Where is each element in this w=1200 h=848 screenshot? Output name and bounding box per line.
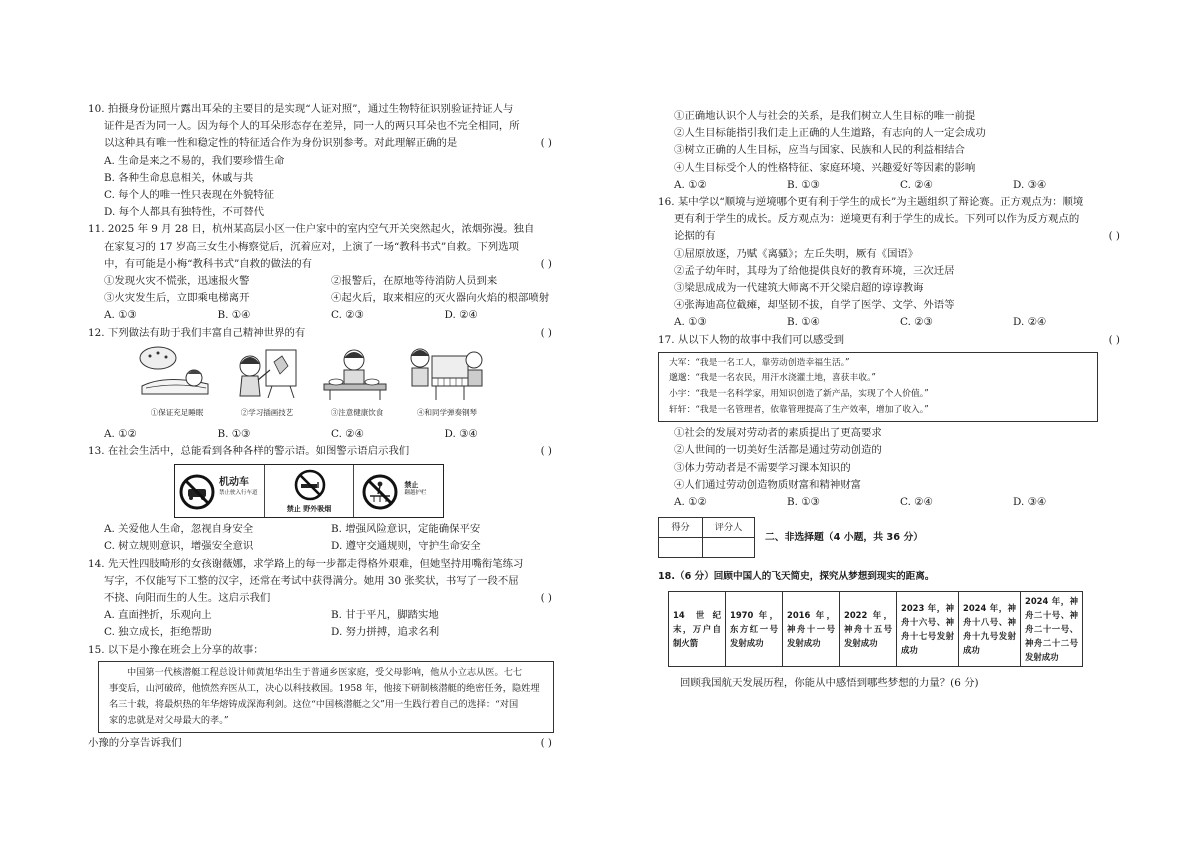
q13-sign-no-vehicles	[175, 465, 265, 517]
question-16	[658, 194, 1126, 332]
q16-option-b: B. ①④	[787, 316, 820, 329]
q10-option-c: C. 每个人的唯一性只表现在外貌特征	[104, 189, 275, 202]
q17-quote-1: 大军：“我是一名工人，靠劳动创造幸福生活。”	[669, 357, 850, 368]
q13-sign-1-title: 机动车	[219, 477, 249, 489]
question-12	[88, 325, 558, 443]
q15-option-d: D. ③④	[1013, 178, 1047, 191]
q13-option-c: C. 树立规则意识，增强安全意识	[104, 540, 254, 553]
no-climbing-icon	[362, 474, 398, 510]
q14-line-1: 14. 先天性四肢畸形的女孩谢薇娜，求学路上的每一步都走得格外艰难，但她坚持用嘴衔笔练习	[88, 557, 524, 570]
q12-caption-3: ③注意健康饮食	[330, 408, 384, 418]
q16-item-1: ①屈原放逐，乃赋《离骚》；左丘失明，厥有《国语》	[674, 247, 919, 260]
q15-option-a: A. ①②	[674, 178, 707, 191]
q10-line-2: 证件是否为同一人。因为每个人的耳朵形态存在差异，同一人的两只耳朵也不完全相同，所	[104, 120, 520, 133]
q12-illustration-sleep	[136, 344, 218, 424]
right-page	[600, 0, 1200, 848]
q12-illustrations	[136, 344, 558, 424]
q17-quote-3: 小宇：“我是一名科学家，用知识创造了新产品，实现了个人价值。”	[669, 389, 929, 400]
q12-answer-bracket[interactable]: ( )	[540, 326, 552, 339]
question-10	[88, 101, 558, 221]
q13-line: 13. 在社会生活中，总能看到各种各样的警示语。如图警示语启示我们	[88, 445, 410, 458]
q16-option-d: D. ②④	[1013, 316, 1047, 329]
q17-item-1: ①社会的发展对劳动者的素质提出了更高要求	[674, 427, 882, 440]
q16-item-3: ③梁思成成为一代建筑大师离不开父梁启超的谆谆教诲	[674, 282, 924, 295]
q15-box-line-2: 事变后，山河破碎，他愤然弃医从工，决心以科技救国。1958 年，他接下研制核潜艇的绝密任务，隐姓埋	[109, 682, 540, 694]
timeline-cell-4: 2022 年，神舟十五号发射成功	[840, 592, 897, 667]
timeline-cell-5: 2023 年，神舟十六号、神舟十七号发射成功	[897, 592, 959, 667]
q15-box-line-1: 中国第一代核潜艇工程总设计师黄旭华出生于普通乡医家庭，受父母影响，他从小立志从医。七七	[127, 666, 523, 678]
q10-line-3: 以这种具有唯一性和稳定性的特征适合作为身份识别参考。对此理解正确的是	[104, 137, 458, 150]
question-15	[88, 642, 558, 752]
child-eating-icon	[316, 344, 394, 402]
q15-box-line-4: 家的忠就是对父母最大的孝。”	[109, 714, 229, 726]
q13-sign-3-sub: 翻越护栏	[404, 490, 427, 497]
no-car-icon	[179, 474, 215, 510]
q15-box-line-3: 名三十载，将最炽热的年华熔铸成深海利剑。这位“中国核潜艇之父”用一生践行着自己的选择：“对国	[109, 698, 519, 710]
timeline-cell-2: 1970 年，东方红一号发射成功	[726, 592, 783, 667]
right-column	[658, 108, 1126, 693]
q14-answer-bracket[interactable]: ( )	[540, 592, 552, 605]
q16-answer-bracket[interactable]: ( )	[1108, 230, 1120, 243]
q15-tail: 小豫的分享告诉我们	[88, 736, 182, 749]
grader-label: 评分人	[703, 518, 755, 538]
q12-caption-4: ④和同学弹奏钢琴	[417, 408, 477, 418]
q16-line-3: 论据的有	[674, 230, 716, 243]
left-column	[88, 101, 558, 752]
q13-option-b: B. 增强风险意识，定能确保平安	[331, 523, 481, 536]
question-11	[88, 221, 558, 324]
section-two-header	[658, 517, 1126, 558]
q14-line-3: 不挠、向阳而生的人生。这启示我们	[104, 592, 271, 605]
q16-line-1: 16. 某中学以“顺境与逆境哪个更有利于学生的成长”为主题组织了辩论赛。正方观点为：顺境	[658, 196, 1084, 209]
q15-item-2: ②人生目标能指引我们走上正确的人生道路，有志向的人一定会成功	[674, 127, 986, 140]
question-17	[658, 332, 1126, 512]
q13-answer-bracket[interactable]: ( )	[540, 445, 552, 458]
q13-sign-1-sub: 禁止驶入行车道	[219, 490, 258, 497]
q16-item-4: ④张海迪高位截瘫，却坚韧不拔，自学了医学、文学、外语等	[674, 299, 955, 312]
q17-line: 17. 从以下人物的故事中我们可以感受到	[658, 333, 845, 346]
q11-item-4: ④起火后，取来相应的灭火器向火焰的根部喷射	[331, 292, 550, 305]
timeline-cell-6: 2024 年，神舟十八号、神舟十九号发射成功	[959, 592, 1021, 667]
timeline-cell-3: 2016 年，神舟十一号发射成功	[783, 592, 840, 667]
score-label: 得分	[659, 518, 703, 538]
q14-option-d: D. 努力拼搏，追求名利	[331, 626, 440, 639]
q11-answer-bracket[interactable]: ( )	[540, 257, 552, 270]
score-table	[658, 517, 755, 558]
q17-option-a: A. ①②	[674, 496, 707, 509]
q12-caption-2: ②学习插画技艺	[240, 408, 294, 418]
q14-line-2: 写字，不仅能写下工整的汉字，还常在考试中获得满分。她用 30 张奖状，书写了一段不屈	[104, 574, 519, 587]
q16-option-a: A. ①③	[674, 316, 707, 329]
question-18	[658, 568, 1126, 692]
q12-caption-1: ①保证充足睡眠	[150, 408, 204, 418]
question-13	[88, 443, 558, 556]
q11-line-1: 11. 2025 年 9 月 28 日，杭州某高层小区一住户家中的室内空气开关突然起火，浓烟弥漫。独自	[88, 223, 535, 236]
q15-option-c: C. ②④	[900, 178, 933, 191]
q17-quote-box	[658, 352, 1098, 422]
q17-quote-2: 邈邈：“我是一名农民，用汗水浇灌土地，喜获丰收。”	[669, 373, 876, 384]
q12-option-b: B. ①③	[217, 427, 251, 440]
question-14	[88, 556, 558, 642]
q17-quote-4: 轩轩：“我是一名管理者，依靠管理提高了生产效率，增加了收入。”	[669, 404, 929, 415]
q15-item-4: ④人生目标受个人的性格特征、家庭环境、兴趣爱好等因素的影响	[674, 161, 976, 174]
q15-option-b: B. ①③	[787, 178, 820, 191]
q11-option-b: B. ①④	[217, 309, 251, 322]
q17-item-4: ④人们通过劳动创造物质财富和精神财富	[674, 478, 862, 491]
q11-item-1: ①发现火灾不慌张，迅速报火警	[104, 275, 250, 288]
no-smoking-icon	[293, 468, 327, 502]
q16-option-c: C. ②③	[900, 316, 933, 329]
q16-line-2: 更有利于学生的成长。反方观点为：逆境更有利于学生的成长。下列可以作为反方观点的	[674, 213, 1080, 226]
q14-option-a: A. 直面挫折，乐观向上	[104, 609, 212, 622]
q17-item-3: ③体力劳动者是不需要学习课本知识的	[674, 461, 851, 474]
children-piano-icon	[406, 344, 484, 402]
q11-line-2: 在家复习的 17 岁高三女生小梅察觉后，沉着应对，上演了一场“教科书式”自救。下列选项	[104, 240, 519, 253]
q12-illustration-drawing	[226, 344, 308, 424]
child-painting-icon	[226, 344, 304, 402]
q13-sign-2-title: 禁止 野外吸烟	[286, 505, 332, 514]
q15-answer-bracket[interactable]: ( )	[540, 736, 552, 749]
q10-answer-bracket[interactable]: ( )	[540, 137, 552, 150]
q10-option-b: B. 各种生命息息相关，休戚与共	[104, 171, 254, 184]
timeline-cell-7: 2024 年，神舟二十号、神舟二十一号、神舟二十二号发射成功	[1021, 592, 1083, 667]
q11-option-c: C. ②③	[331, 309, 364, 322]
q17-item-2: ②人世间的一切美好生活都是通过劳动创造的	[674, 444, 882, 457]
q15-item-3: ③树立正确的人生目标，应当与国家、民族和人民的利益相结合	[674, 144, 965, 157]
q14-option-c: C. 独立成长，拒绝帮助	[104, 626, 212, 639]
q15-item-1: ①正确地认识个人与社会的关系，是我们树立人生目标的唯一前提	[674, 110, 976, 122]
q12-option-c: C. ②④	[331, 427, 364, 440]
q13-option-a: A. 关爱他人生命，忽视自身安全	[104, 523, 254, 536]
timeline-cell-1: 14 世纪末，万户自制火箭	[669, 592, 726, 667]
q10-line-1: 10. 拍摄身份证照片露出耳朵的主要目的是实现“人证对照”，通过生物特征识别验证持证人与	[88, 103, 514, 115]
q14-option-b: B. 甘于平凡，脚踏实地	[331, 609, 439, 622]
q15-line: 15. 以下是小豫在班会上分享的故事：	[88, 643, 264, 656]
q11-line-3: 中，有可能是小梅“教科书式”自救的做法的有	[104, 257, 313, 270]
q17-option-d: D. ③④	[1013, 496, 1047, 509]
q13-option-d: D. 遵守交通规则，守护生命安全	[331, 540, 481, 553]
q11-item-2: ②报警后，在原地等待消防人员到来	[331, 275, 498, 288]
q15-story-box	[98, 661, 554, 733]
q11-option-d: D. ②④	[444, 309, 478, 322]
q11-item-3: ③火灾发生后，立即乘电梯离开	[104, 292, 250, 305]
q17-answer-bracket[interactable]: ( )	[1108, 333, 1120, 346]
q17-option-b: B. ①③	[787, 496, 820, 509]
q13-sign-no-smoking	[265, 465, 355, 517]
q17-option-c: C. ②④	[900, 496, 933, 509]
q11-option-a: A. ①③	[104, 309, 137, 322]
q13-warning-signs	[174, 464, 444, 518]
q18-line: 18.（6 分）回顾中国人的飞天简史，探究从梦想到现实的距离。	[658, 571, 935, 583]
q13-sign-no-climbing	[354, 465, 443, 517]
q18-timeline	[668, 591, 1083, 667]
q10-option-a: A. 生命是来之不易的，我们要珍惜生命	[104, 154, 285, 167]
q12-option-a: A. ①②	[104, 427, 137, 440]
q10-option-d: D. 每个人都具有独特性，不可替代	[104, 206, 265, 219]
section-two-title: 二、非选择题（4 小题，共 36 分）	[765, 532, 924, 544]
score-cell[interactable]	[659, 538, 703, 558]
q12-line: 12. 下列做法有助于我们丰富自己精神世界的有	[88, 326, 306, 339]
q16-item-2: ②孟子幼年时，其母为了给他提供良好的教育环境，三次迁居	[674, 264, 955, 277]
q13-sign-3-title: 禁止	[404, 481, 419, 490]
grader-cell[interactable]	[703, 538, 755, 558]
q18-question: 回顾我国航天发展历程，你能从中感悟到哪些梦想的力量？(6 分)	[680, 677, 979, 690]
sleeping-child-icon	[136, 344, 214, 402]
q12-illustration-piano	[406, 344, 488, 424]
question-15-continued	[658, 108, 1126, 194]
q12-illustration-food	[316, 344, 398, 424]
q12-option-d: D. ③④	[444, 427, 478, 440]
